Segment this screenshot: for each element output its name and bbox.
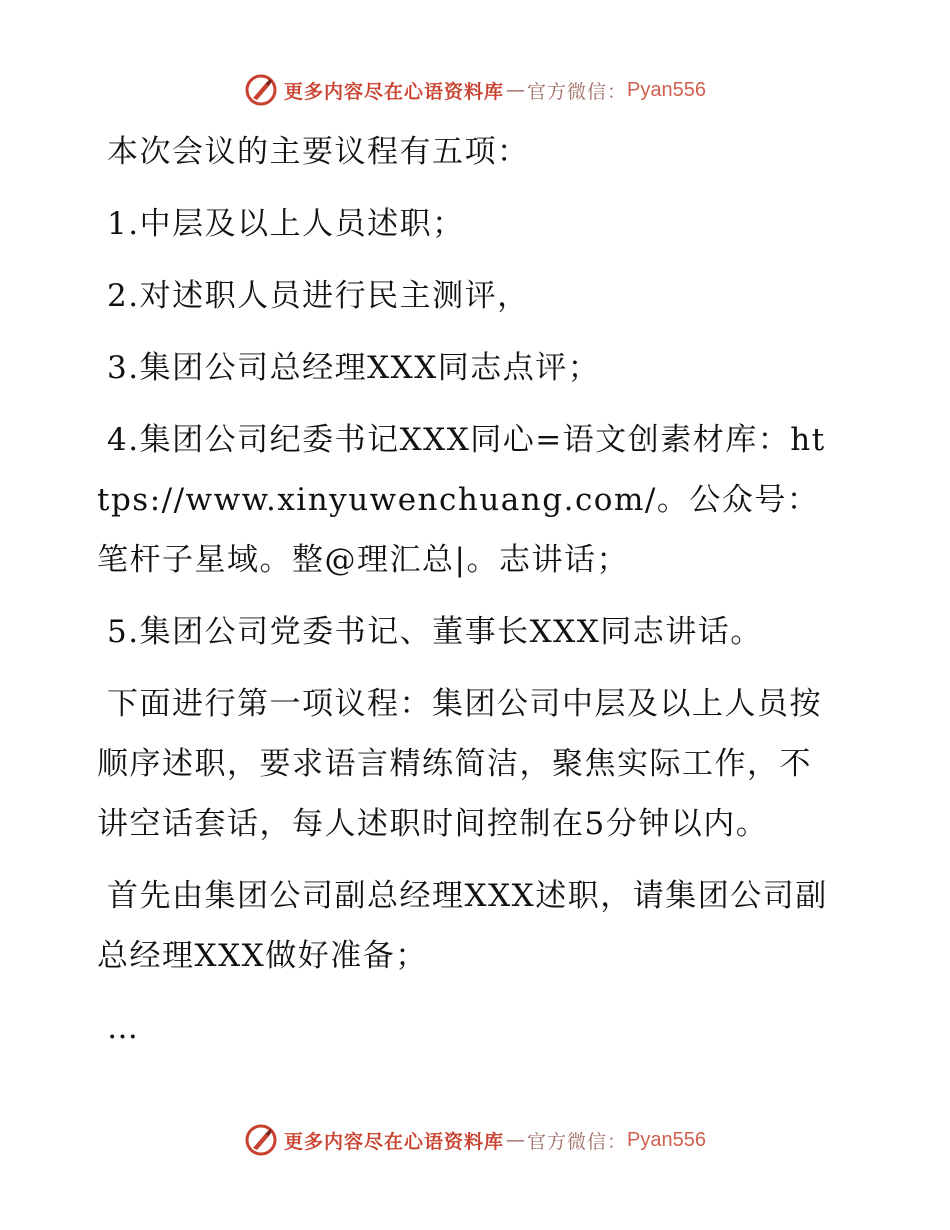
agenda-item-1: 1.中层及以上人员述职； (107, 206, 465, 242)
agenda-item-5: 5.集团公司党委书记、董事长XXX同志讲话。 (107, 614, 763, 650)
watermark-separator: — (506, 79, 526, 101)
pen-nib-seal-icon (244, 1123, 278, 1157)
watermark-wechat-label: 官方微信： (527, 80, 628, 103)
agenda-intro: 本次会议的主要议程有五项： (107, 134, 530, 170)
document-body (97, 122, 837, 1058)
watermark-wechat-id: Pyan556 (627, 78, 706, 101)
watermark-separator: — (506, 1129, 526, 1151)
footer-watermark (0, 1120, 950, 1160)
first-speaker-paragraph: 首先由集团公司副总经理XXX述职，请集团公司副总经理XXX做好准备； (97, 878, 828, 974)
watermark-wechat-label: 官方微信： (527, 1130, 628, 1153)
watermark-wechat-id: Pyan556 (627, 1128, 706, 1151)
first-agenda-paragraph: 下面进行第一项议程：集团公司中层及以上人员按顺序述职，要求语言精练简洁，聚焦实际工作，不讲空话套话，每人述职时间控制在5分钟以内。 (97, 686, 822, 842)
watermark-site-name: 更多内容尽在心语资料库 (284, 1130, 505, 1153)
agenda-item-2: 2.对述职人员进行民主测评， (107, 278, 530, 314)
agenda-item-4: 4.集团公司纪委书记XXX同心=语文创素材库：https://www.xinyuwenchuang.com/。公众号：笔杆子星域。整@理汇总|。志讲话； (97, 422, 826, 578)
header-watermark (0, 70, 950, 110)
pen-nib-seal-icon (244, 73, 278, 107)
ellipsis-paragraph: … (107, 1010, 140, 1046)
watermark-site-name: 更多内容尽在心语资料库 (284, 80, 505, 103)
agenda-item-3: 3.集团公司总经理XXX同志点评； (107, 350, 601, 386)
